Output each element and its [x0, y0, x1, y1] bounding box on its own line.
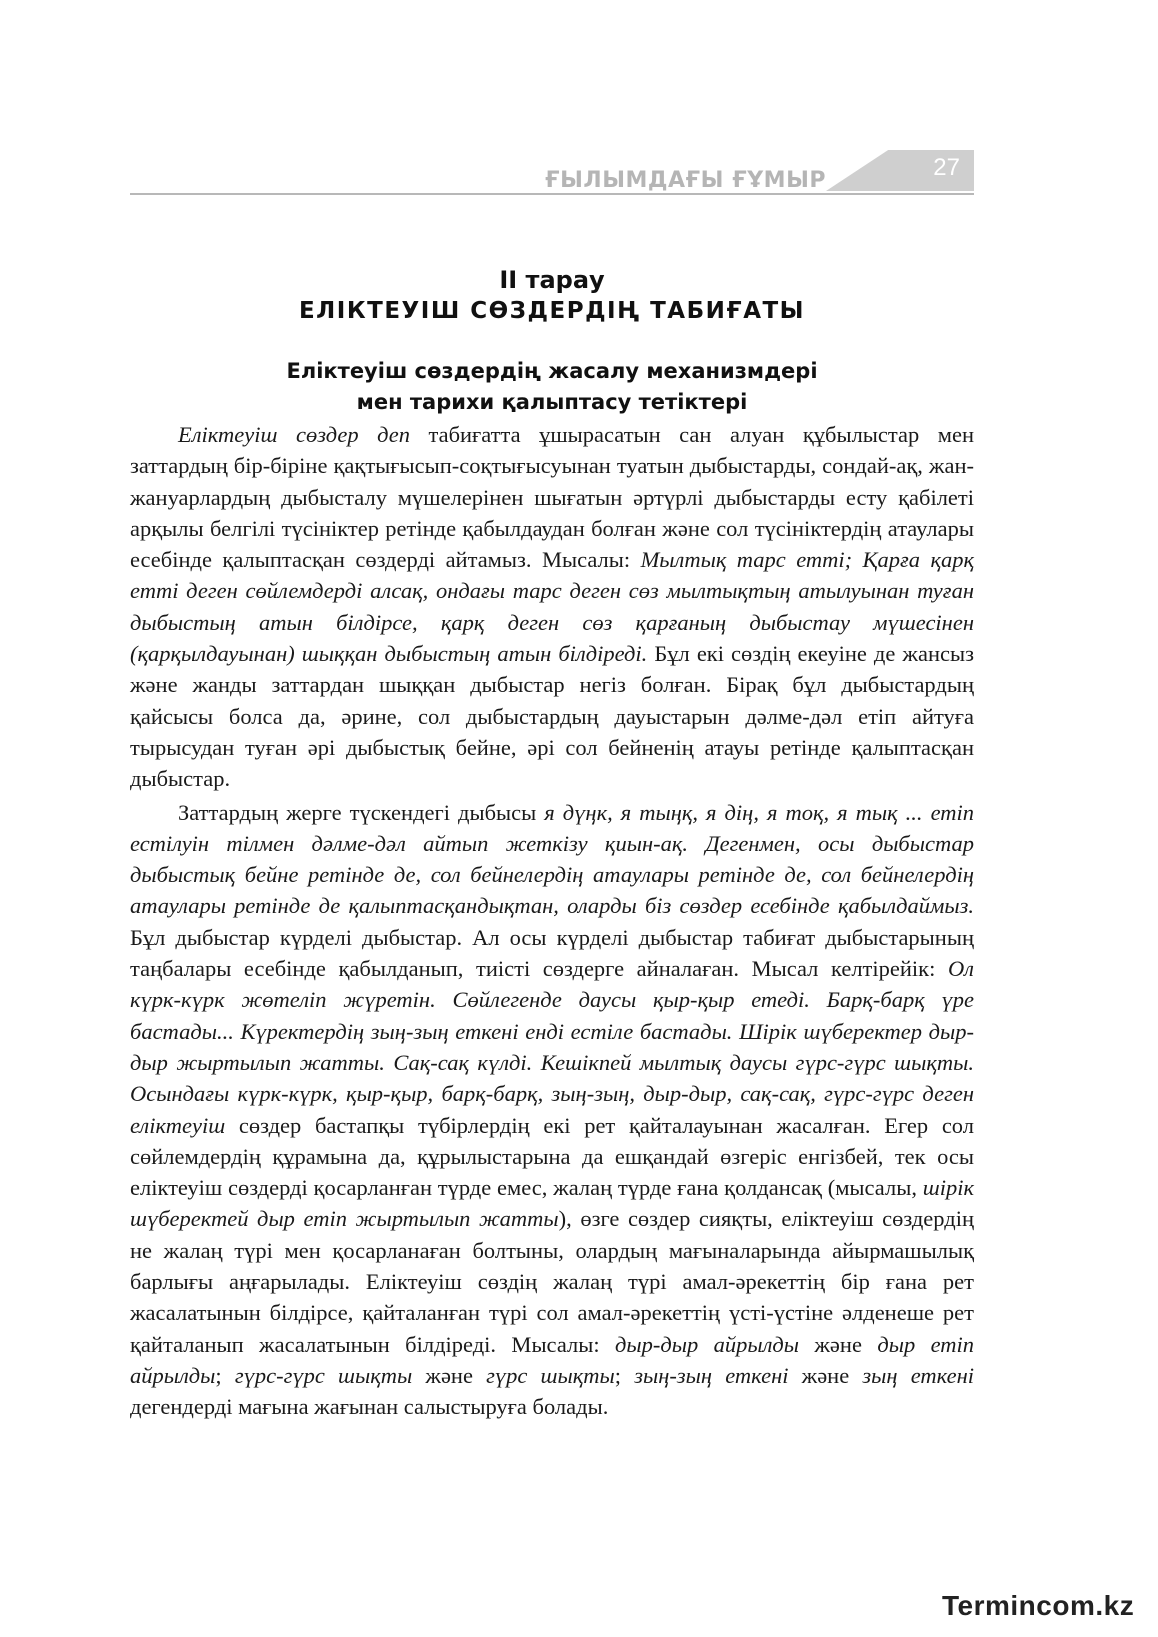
italic-run: Еліктеуіш сөздер деп — [178, 422, 410, 447]
text-run: және — [799, 1331, 878, 1357]
body-paragraph — [130, 419, 974, 795]
text-run: ), өзге сөздер сияқты, еліктеуіш сөздердің не жалаң түрі мен қосарланаған болтыны, олардың мағыналарында айырмашылық барлығы аңғарылады. Еліктеуіш сөздің жалаң түрі амал-әрекеттің бір ғана рет жасалатынын білдірсе, қайталанған түрі сол амал-әрекеттің үсті-үстіне әлденеше рет қайталанып жасалатынын білдіреді. Мысалы: — [130, 1206, 974, 1357]
body-text — [130, 419, 974, 1423]
italic-run: зың-зың еткені — [634, 1362, 789, 1388]
chapter-label: II тарау — [499, 266, 605, 294]
text-run: Бұл екі сөздің екеуіне де жансыз және жанды заттардан шыққан дыбыстар негіз болған. Бірақ бұл дыбыстардың қайсысы болса да, әрине, сол дыбыстардың дауыстарын дәлме-дәл етіп айтуға тырысудан туған әрі дыбыстық бейне, әрі сол бейненің атауы ретінде қалыптасқан дыбыстар. — [130, 641, 974, 792]
body-paragraph — [130, 797, 974, 1423]
italic-run: шірік шүберектей дыр етіп жыртылып жатты — [130, 1175, 974, 1232]
italic-run: зың еткені — [862, 1362, 975, 1388]
text-run: және — [788, 1362, 863, 1388]
italic-run: дыр-дыр айрылды — [614, 1331, 800, 1357]
section-title-line-1: Еліктеуіш сөздердің жасалу механизмдері — [286, 359, 818, 383]
italic-run: Ол күрк-күрк жөтеліп жүретін. Сөйлегенде даусы қыр-қыр етеді. Барқ-барқ үре бастады... Күректердің зың-зың еткені енді естіле бастады. Шірік шүберектер дыр-дыр жыртылып жатты. Сақ-сақ күлді. Кешікпей мылтық даусы гүрс-гүрс шықты. Осындағы күрк-күрк, қыр-қыр, барқ-барқ, зың-зың, дыр-дыр, сақ-сақ, гүрс-гүрс деген еліктеуіш — [130, 956, 974, 1138]
section-title-line-2: мен тарихи қалыптасу тетіктері — [356, 390, 748, 414]
watermark-logo: Termincom.kz — [942, 1590, 1135, 1621]
page-number: 27 — [933, 154, 960, 181]
text-run: Бұл дыбыстар күрделі дыбыстар. Ал осы күрделі дыбыстар табиғат дыбыстарының таңбалары есебінде қабылданып, тиісті сөздерге айналаған. Мысал келтірейік: — [130, 924, 974, 982]
text-run: ; — [215, 1362, 235, 1388]
text-run: Заттардың жерге түскендегі дыбысы — [178, 799, 545, 825]
section-title — [130, 356, 974, 418]
text-run: және — [412, 1362, 487, 1388]
running-header-title: ҒЫЛЫМДАҒЫ ҒҰМЫР — [545, 168, 826, 193]
text-run: сөздер бастапқы түбірлердің екі рет қайталауынан жасалған. Егер сол сөйлемдердің құрамына да, құрылыстарына да ешқандай өзгеріс енгізбей, тек осы еліктеуіш сөздерді қосарланған түрде емес, жалаң түрде ғана қолдансақ (мысалы, — [130, 1112, 974, 1201]
text-run: ; — [614, 1362, 635, 1388]
italic-run: дыр етіп айрылды — [130, 1331, 975, 1388]
text-run: табиғатта ұшырасатын сан алуан құбылыстар мен заттардың бір-біріне қақтығысып-соқтығысуынан туатын дыбыстарды, сондай-ақ, жан-жануарлардың дыбысталу мүшелерінен шығатын әртүрлі дыбыстарды есту қабілеті арқылы белгілі түсініктер ретінде қабылдаудан болған және сол түсініктердің атаулары есебінде қалыптасқан сөздерді айтамыз. Мысалы: — [130, 422, 975, 573]
chapter-title: ЕЛІКТЕУІШ СӨЗДЕРДІҢ ТАБИҒАТЫ — [298, 298, 806, 324]
italic-run: я дүңк, я тыңқ, я дің, я тоқ, я тық ... етіп естілуін тілмен дәлме-дәл айтып жеткізу қиын-ақ. Дегенмен, осы дыбыстар дыбыстық бейне ретінде де, сол бейнелердің атаулары ретінде де, сол бейнелердің атаулары ретінде де қалыптасқандықтан, оларды біз сөздер есебінде қабылдаймыз. — [130, 799, 975, 919]
italic-run: гүрс шықты — [486, 1362, 615, 1388]
header-divider — [130, 193, 974, 195]
running-header — [130, 150, 974, 196]
text-run: дегендерді мағына жағынан салыстыруға болады. — [130, 1394, 609, 1420]
italic-run: гүрс-гүрс шықты — [234, 1362, 413, 1388]
italic-run: Мылтық тарс етті; Қарға қарқ етті деген сөйлемдерді алсақ, ондағы тарс деген сөз мылтықтың атылуынан туған дыбыстың атын білдірсе, қарқ деген сөз қарғаның дыбыстау мүшесінен (қарқылдауынан) шыққан дыбыстың атын білдіреді. — [130, 547, 974, 667]
